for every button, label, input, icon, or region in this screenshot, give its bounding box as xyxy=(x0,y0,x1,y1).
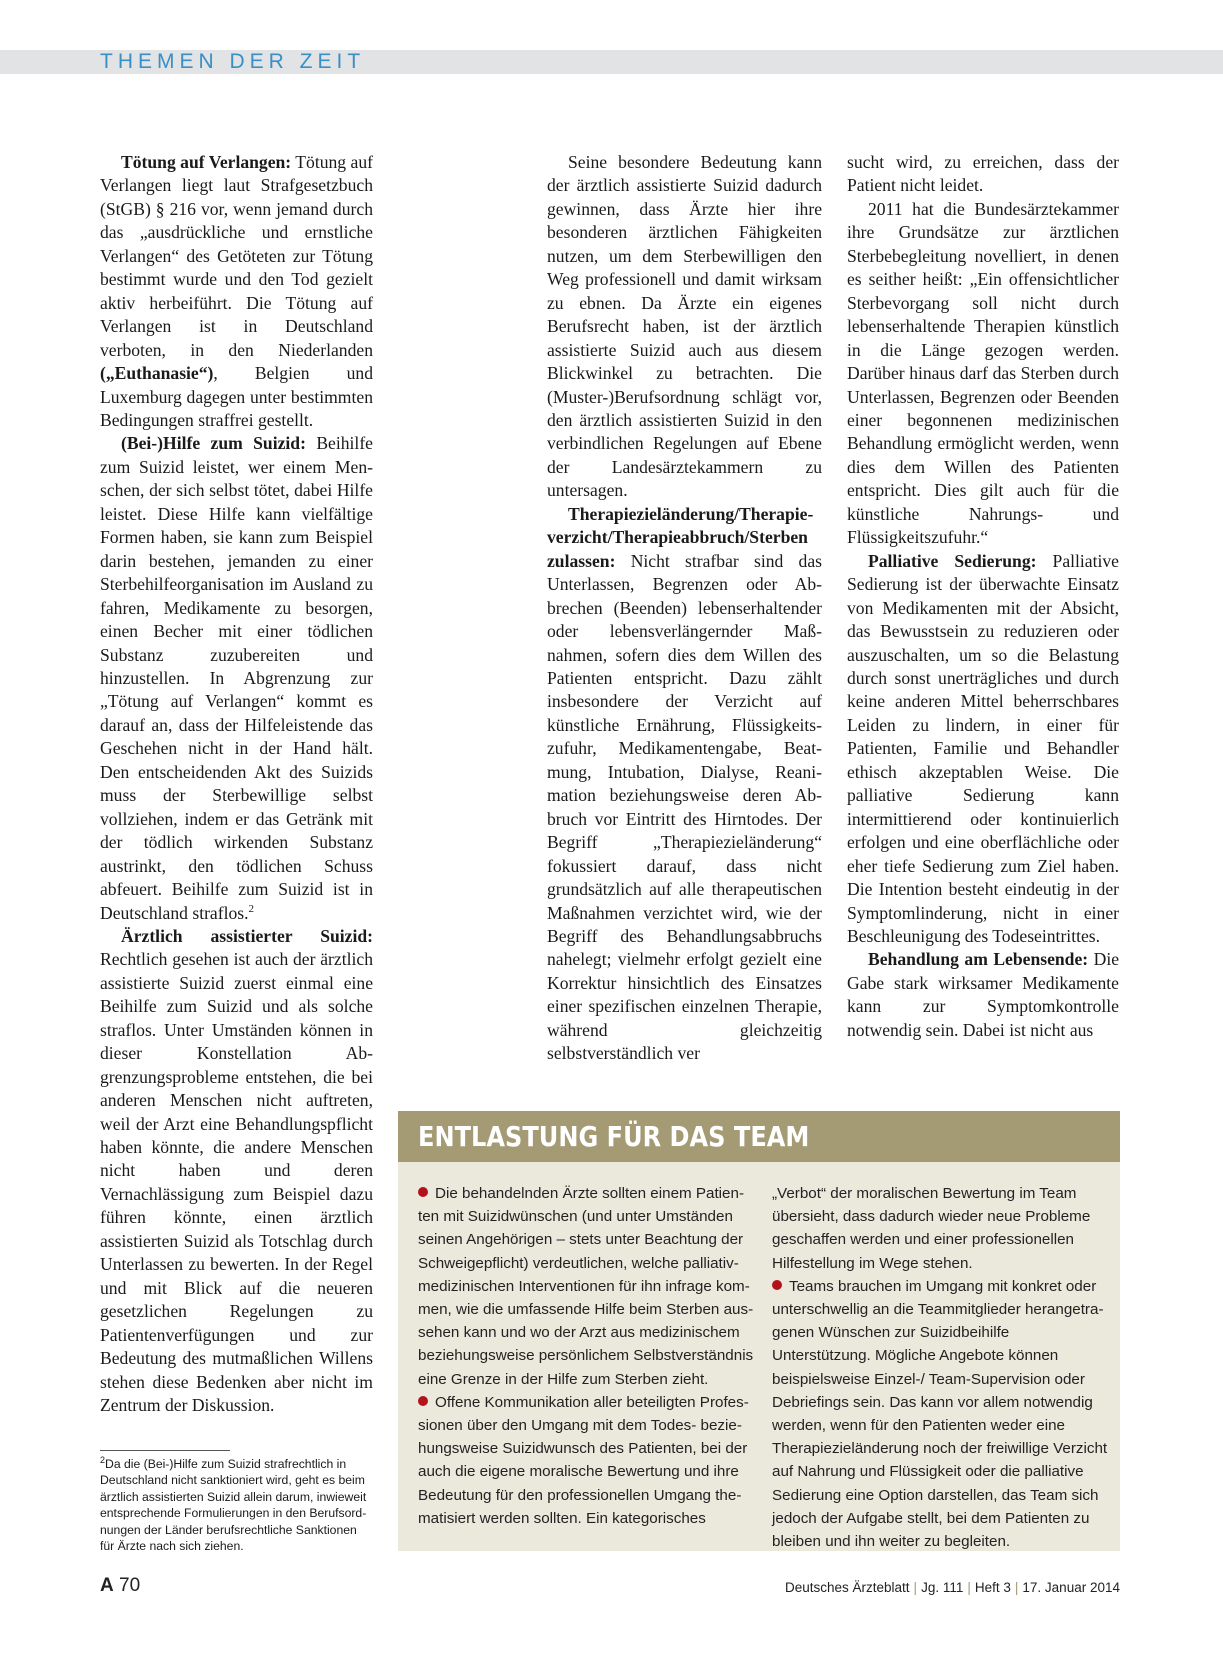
separator: | xyxy=(913,1580,918,1595)
paragraph-text: Beihilfe zum Suizid leistet, wer einem Menschen, der sich selbst tötet, dabei Hilfe leistet. Diese Hilfe kann vielfältige Formen haben, sie kann zum Beispiel darin bestehen, jemanden zu einer Sterbehilfeorganisation im Ausland zu fahren, Medikamente zu besorgen, einen Becher mit einer tödlichen Substanz zuzubereiten und hinzustellen. In Abgrenzung zur „Tötung auf Verlangen“ kommt es darauf an, dass der Hilfeleistende das Geschehen nicht in der Hand hält. Den entscheidenden Akt des Suizids muss der Sterbewillige selbst vollziehen, indem er das Getränk mit der tödlich wirkenden Substanz austrinkt, den tödlichen Schuss abfeuert. Beihilfe zum Suizid ist in Deutschland straflos. xyxy=(100,433,373,923)
paragraph-text: , Belgien und Luxemburg dagegen unter bestimmten Bedingungen straffrei gestellt. xyxy=(100,363,373,430)
footnote-reference: 2 xyxy=(248,902,255,915)
bullet-text: Teams brauchen im Umgang mit konkret oder unterschwellig an die Teammitglieder herangetragenen Wünschen zur Suizidbeihilfe Unterstützung. Mögliche Angebote können beispielsweise Einzel-/ Team-Supervision oder Debriefings sein. Das kann vor allem notwendig werden, wenn für den Patienten weder eine Therapiezieländerung noch der freiwillige Verzicht auf Nahrung und Flüssigkeit oder die palliative Sedierung eine Option darstellen, das Team sich jedoch der Aufgabe stellt, bei dem Patienten zu bleiben und ihn weiter zu begleiten. xyxy=(772,1277,1108,1551)
info-box-title: ENTLASTUNG FÜR DAS TEAM xyxy=(418,1120,810,1153)
info-bullet-continuation: „Verbot“ der moralischen Bewertung im Team übersieht, dass dadurch wieder neue Probleme geschaffen werden und einer professionellen Hilfestellung im Wege stehen. xyxy=(772,1185,1091,1272)
bullet-text: Die behandelnden Ärzte sollten einem Patienten mit Suizidwünschen (und unter Umständen seinen Angehörigen – stets unter Beachtung der Schweigepflicht) verdeutlichen, welche palliativmedizinischen Interventionen für ihn infrage kommen, wie die umfassende Hilfe beim Sterben aussehen kann und wo der Arzt aus medizinischem beziehungsweise persönlichem Selbstverständnis eine Grenze in der Hilfe zum Sterben zieht. xyxy=(418,1185,754,1388)
info-box-column-1 xyxy=(418,1182,754,1530)
term-euthanasie: („Euthanasie“) xyxy=(100,363,214,384)
paragraph-grundsaetze: 2011 hat die Bundesärztekammer ihre Grundsätze zur ärztlichen Sterbebegleitung novelliert, in denen es seither heißt: „Ein offensichtlicher Sterbevorgang soll nicht durch lebenserhaltende Therapien künstlich in die Länge gezogen werden. Darüber hinaus darf das Sterben durch Unterlassen, Begrenzen oder Beenden einer begonnenen medizinischen Behandlung ermöglicht werden, wenn dies dem Willen des Patienten entspricht. Dies gilt auch für die künstliche Nahrungs- und Flüssigkeitszufuhr.“ xyxy=(847,198,1119,548)
bullet-icon xyxy=(772,1280,782,1290)
term-therapiezielaenderung: Therapiezieländerung/Therapieverzicht/Therapieabbruch/Sterben zulassen: xyxy=(547,503,814,571)
separator: | xyxy=(967,1580,971,1595)
term-palliative-sedierung: Palliative Sedierung: xyxy=(868,550,1037,571)
term-aerztlich-assistierter-suizid: Ärztlich assistierter Suizid: xyxy=(121,925,373,946)
paragraph-text: Die Gabe stark wirksamer Medikamente kann zur Symptomkontrolle notwendig sein. Dabei ist nicht aus xyxy=(847,949,1120,1040)
separator: | xyxy=(1014,1580,1019,1595)
journal-volume: Jg. 111 xyxy=(921,1580,964,1595)
term-behandlung-am-lebensende: Behandlung am Lebensende: xyxy=(868,949,1089,970)
paragraph-continuation: sucht wird, zu erreichen, dass der Patient nicht leidet. xyxy=(847,152,1119,196)
footer-meta xyxy=(785,1580,1120,1595)
section-label: THEMEN DER ZEIT xyxy=(100,50,366,73)
journal-date: 17. Januar 2014 xyxy=(1022,1580,1120,1595)
paragraph-text: Tötung auf Verlangen liegt laut Strafgesetzbuch (StGB) § 216 vor, wenn jemand durch das „ausdrückliche und ernstliche Verlangen“ des Getöteten zur Tötung bestimmt wurde und den Tod gezielt aktiv herbeiführt. Die Tötung auf Verlangen ist in Deutschland verboten, in den Niederlanden xyxy=(100,152,373,360)
article-column-3 xyxy=(847,151,1119,1042)
paragraph-behandlung-am-lebensende xyxy=(847,948,1119,1042)
info-bullet-item xyxy=(418,1391,754,1530)
bullet-text: Offene Kommunikation aller beteiligten Professionen über den Umgang mit dem Todes- beziehungsweise Suizidwunsch des Patienten, bei der auch die eigene moralische Bewertung und ihre Bedeutung für den professionellen Umgang thematisiert werden sollten. Ein kategorisches xyxy=(418,1393,749,1527)
journal-issue: Heft 3 xyxy=(974,1580,1011,1595)
info-box-column-2 xyxy=(772,1182,1108,1553)
info-bullet-item xyxy=(772,1275,1108,1553)
page-number-value: 70 xyxy=(119,1575,141,1596)
article-column-2 xyxy=(547,151,822,1066)
paragraph-aerztlich-assistierter-suizid xyxy=(100,925,373,1418)
article-column-1 xyxy=(100,151,373,1417)
term-toetung-auf-verlangen: Tötung auf Verlangen: xyxy=(121,152,292,172)
journal-name: Deutsches Ärzteblatt xyxy=(784,1580,910,1595)
info-box xyxy=(398,1111,1120,1551)
paragraph-therapiezielaenderung xyxy=(547,503,822,1066)
info-box-header xyxy=(398,1111,1120,1162)
paragraph-text: Palliative Sedierung ist der überwachte Einsatz von Medikamenten mit der Absicht, das Bewusstsein zu reduzieren oder auszuschalten, um so die Belastung durch sonst unerträgliches und durch keine anderen Mittel beherrschbares Leiden zu lindern, in einer für Patienten, Familie und Behandler ethisch akzeptablen Weise. Die palliative Sedierung kann intermittierend oder kontinuierlich erfolgen und eine oberflächliche oder eher tiefe Sedierung zum Ziel haben. Die Intention besteht eindeutig in der Symptomlinderung, nicht in einer Beschleunigung des Todeseintrittes. xyxy=(847,550,1119,946)
footnote-divider xyxy=(100,1450,230,1451)
footnote xyxy=(100,1456,372,1554)
page-letter: A xyxy=(100,1575,114,1596)
term-beihilfe-zum-suizid: (Bei-)Hilfe zum Suizid: xyxy=(121,433,306,454)
info-bullet-item xyxy=(418,1182,754,1391)
bullet-icon xyxy=(418,1187,428,1197)
paragraph-palliative-sedierung xyxy=(847,550,1119,949)
paragraph-toetung-auf-verlangen xyxy=(100,151,373,432)
paragraph-text: Rechtlich gesehen ist auch der ärztlich assistierte Suizid zuerst einmal eine Beihilfe zum Suizid und als solche straflos. Unter Umständen können in dieser Konstellation Abgrenzungsprobleme entstehen, die bei anderen Menschen nicht auftreten, weil der Arzt eine Behandlungspflicht haben könnte, die andere Menschen nicht haben und deren Vernachlässigung zum Beispiel dazu führen könnte, einen ärztlich assistierten Suizid als Totschlag durch Unterlassen zu bewerten. In der Regel und mit Blick auf die neueren gesetzlichen Regelungen zu Patientenverfügungen und zur Bedeutung des mutmaßlichen Willens stehen diese Bedenken aber nicht im Zentrum der Diskussion. xyxy=(100,949,373,1416)
page-number xyxy=(100,1575,140,1597)
paragraph-text: Nicht strafbar sind das Unterlassen, Begrenzen oder Abbrechen (Beenden) lebenserhaltender oder lebensverlängernder Maßnahmen, sofern dies dem Willen des Patienten entspricht. Dazu zählt insbesondere der Verzicht auf künstliche Ernährung, Flüssigkeitszufuhr, Medikamentengabe, Beatmung, Intubation, Dialyse, Reanimation beziehungsweise deren Abbruch vor Eintritt des Hirntodes. Der Begriff „Therapiezieländerung“ fokussiert darauf, dass nicht grundsätzlich auf alle therapeutischen Maßnahmen verzichtet wird, wie der Begriff des Behandlungsabbruchs nahelegt; vielmehr erfolgt gezielt eine Korrektur hinsichtlich des Einsatzes einer spezifischen einzelnen Therapie, während gleichzeitig selbstverständlich ver xyxy=(547,550,822,1064)
footnote-number: 2 xyxy=(100,1454,106,1465)
bullet-icon xyxy=(418,1396,428,1406)
footnote-text: Da die (Bei-)Hilfe zum Suizid strafrechtlich in Deutschland nicht sanktioniert wird, geht es beim ärztlich assistierten Suizid allein darum, inwieweit entsprechende Formulierungen in den Berufsordnungen der Länder berufsrechtliche Sanktionen für Ärzte nach sich ziehen. xyxy=(100,1457,367,1554)
paragraph-bedeutung: Seine besondere Bedeutung kann der ärztlich assistierte Suizid dadurch gewinnen, dass Ärzte hier ihre besonderen ärztlichen Fähigkeiten nutzen, um dem Sterbewilligen den Weg professionell und damit wirksam zu ebnen. Da Ärzte ein eigenes Berufsrecht haben, ist der ärztlich assistierte Suizid auch aus diesem Blickwinkel zu betrachten. Die (Muster-)Berufsordnung schlägt vor, den ärztlich assistierten Suizid in den verbindlichen Regelungen auf Ebene der Landesärztekammern zu untersagen. xyxy=(547,152,822,501)
paragraph-beihilfe-zum-suizid xyxy=(100,432,373,925)
